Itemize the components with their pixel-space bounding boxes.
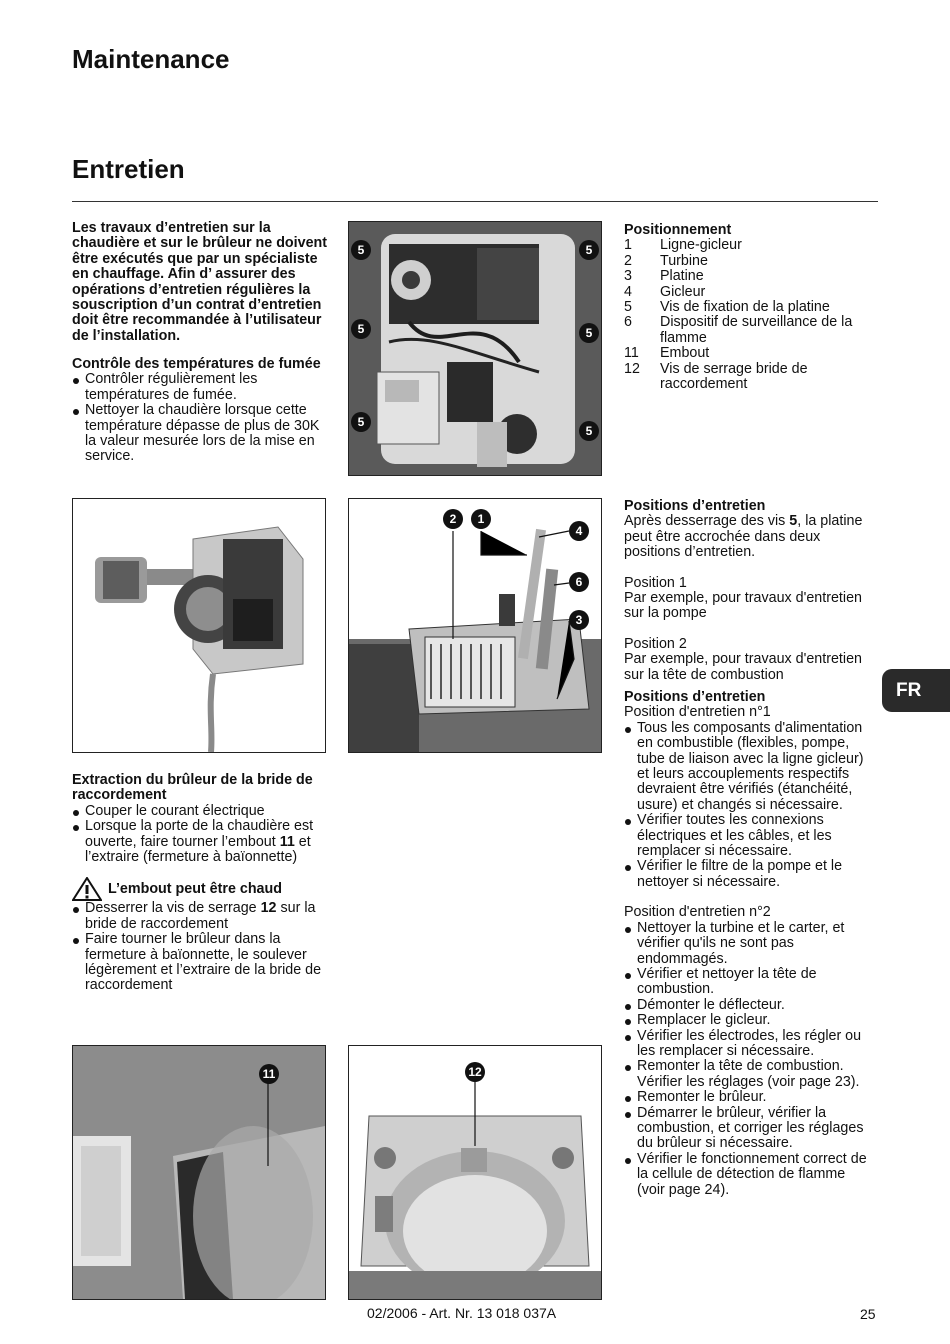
language-tab-fr: FR (882, 669, 950, 712)
burner-tip-photo (72, 1045, 326, 1300)
item-text: sur la bride de raccordement (85, 900, 316, 932)
smoke-list (72, 372, 334, 464)
intro-paragraph: Les travaux d’entretien sur la chaudière et sur le brûleur ne doivent être exécutés que par un spécialiste en chauffage. Afin d’ assurer des opérations d’entretien régulières la souscription d’un contrat d’entretien doit être recommandée à l’utilisateur de l’installation. (72, 220, 328, 344)
legend-label: Vis de serrage bride de raccordement (660, 360, 808, 393)
position-2-title: Position 2 (624, 635, 687, 652)
position-2-text: Par exemple, pour travaux d'entretien sur la tête de combustion (624, 651, 862, 683)
legend-row (624, 269, 874, 284)
intro-text: Après desserrage des vis (624, 513, 790, 530)
list-item: Couper le courant électrique (72, 804, 334, 819)
legend-label: Turbine (660, 252, 708, 269)
extraction-list (72, 804, 334, 866)
legend-number: 12 (624, 360, 640, 377)
warning-row (72, 877, 334, 901)
list-item: Démonter le déflecteur. (624, 998, 876, 1013)
list-item: Remonter le brûleur. (624, 1090, 876, 1105)
list-item: Faire tourner le brûleur dans la fermeture à baïonnette, le soulever légèrement et l’extraire de la bride de raccordement (72, 932, 334, 994)
legend-row (624, 238, 874, 253)
maintenance-positions (624, 499, 874, 683)
list-item: Vérifier toutes les connexions électriques et les câbles, et les remplacer si nécessaire. (624, 813, 876, 859)
list-item: Vérifier et nettoyer la tête de combustion. (624, 967, 876, 998)
legend-label: Platine (660, 268, 704, 285)
legend-number: 1 (624, 237, 632, 254)
list-item: Remonter la tête de combustion. Vérifier les réglages (voir page 23). (624, 1059, 876, 1090)
position-n1-list (624, 721, 876, 890)
legend-number: 4 (624, 283, 632, 300)
list-item: Vérifier le fonctionnement correct de la cellule de détection de flamme (voir page 24). (624, 1152, 876, 1198)
legend-row (624, 346, 874, 361)
legend-row (624, 300, 874, 315)
callout-screw-5: 5 (579, 240, 599, 260)
list-item (72, 901, 334, 932)
maintenance-details (624, 690, 876, 1198)
legend-number: 6 (624, 314, 632, 331)
list-item: Remplacer le gicleur. (624, 1013, 876, 1028)
legend-number: 2 (624, 252, 632, 269)
burner-front-photo (348, 221, 602, 476)
warning-icon (72, 877, 102, 901)
list-item: Tous les composants d'alimentation en combustible (flexibles, pompe, tube de liaison avec la ligne gicleur) et leurs accouplements respectifs devraient être vérifiés (étanchéité, usure) et changés si nécessaire. (624, 721, 876, 813)
callout-screw-5: 5 (579, 421, 599, 441)
legend-label: Embout (660, 345, 710, 362)
section-title: Entretien (72, 154, 185, 184)
callout-plate-3: 3 (569, 610, 589, 630)
item-bold: 12 (260, 900, 277, 917)
list-item: Démarrer le brûleur, vérifier la combustion, et corriger les réglages du brûleur si nécessaire. (624, 1106, 876, 1152)
list-item (72, 819, 334, 865)
service-position-photo (348, 498, 602, 753)
callout-screw-5: 5 (579, 323, 599, 343)
item-text: et l’extraire (fermeture à baïonnette) (85, 833, 311, 866)
list-item: Nettoyer la turbine et le carter, et vérifier qu'ils ne sont pas endommagés. (624, 921, 876, 967)
position-n2-list (624, 921, 876, 1198)
flange-photo (348, 1045, 602, 1300)
callout-nozzle-4: 4 (569, 521, 589, 541)
position-n1-title: Position d'entretien n°1 (624, 704, 771, 721)
maintenance-positions-heading: Positions d’entretien (624, 498, 766, 514)
extraction-heading: Extraction du brûleur de la bride de raccordement (72, 772, 313, 804)
item-bold: 11 (279, 833, 295, 850)
intro-text: , la platine peut être accrochée dans deux positions d’entretien. (624, 513, 863, 561)
page-number: 25 (860, 1306, 876, 1322)
callout-nozzle-line-1: 1 (471, 509, 491, 529)
legend-row (624, 254, 874, 269)
list-item: Nettoyer la chaudière lorsque cette température dépasse de plus de 30K la valeur mesurée lors de la mise en service. (72, 403, 334, 465)
legend-number: 3 (624, 268, 632, 285)
callout-screw-5: 5 (351, 412, 371, 432)
list-item: Vérifier le filtre de la pompe et le nettoyer si nécessaire. (624, 859, 876, 890)
item-text: Desserrer la vis de serrage (85, 900, 261, 917)
intro-bold: 5 (789, 513, 798, 530)
position-1-title: Position 1 (624, 574, 687, 591)
legend-number: 11 (624, 345, 639, 362)
smoke-section (72, 357, 334, 465)
legend-label: Gicleur (660, 283, 706, 300)
title-divider (72, 201, 878, 202)
position-1-text: Par exemple, pour travaux d'entretien sur la pompe (624, 590, 862, 622)
warning-text: L’embout peut être chaud (108, 880, 282, 897)
maintenance-details-heading: Positions d’entretien (624, 689, 766, 705)
callout-tip-11: 11 (259, 1064, 279, 1084)
legend-row (624, 285, 874, 300)
legend-row (624, 315, 874, 346)
maintenance-positions-intro (624, 514, 874, 560)
positioning-heading: Positionnement (624, 222, 732, 238)
callout-clamp-screw-12: 12 (465, 1062, 485, 1082)
legend-label: Ligne-gicleur (660, 237, 742, 254)
callout-screw-5: 5 (351, 319, 371, 339)
list-item: Contrôler régulièrement les températures de fumée. (72, 372, 334, 403)
legend-label: Vis de fixation de la platine (660, 299, 830, 316)
legend-row (624, 362, 874, 393)
legend-label: Dispositif de surveillance de la flamme (660, 314, 853, 346)
list-item: Vérifier les électrodes, les régler ou les remplacer si nécessaire. (624, 1029, 876, 1060)
smoke-heading: Contrôle des températures de fumée (72, 356, 321, 372)
legend-number: 5 (624, 299, 632, 316)
item-text: Lorsque la porte de la chaudière est ouverte, faire tourner l’embout (85, 818, 314, 850)
page-title: Maintenance (72, 44, 230, 74)
positioning-legend (624, 223, 874, 392)
footer-reference: 02/2006 - Art. Nr. 13 018 037A (367, 1305, 557, 1321)
extraction-list-2 (72, 901, 334, 993)
callout-flame-monitor-6: 6 (569, 572, 589, 592)
burner-side-photo (72, 498, 326, 753)
extraction-section (72, 773, 334, 994)
position-n2-title: Position d'entretien n°2 (624, 904, 771, 921)
callout-turbine-2: 2 (443, 509, 463, 529)
callout-screw-5: 5 (351, 240, 371, 260)
